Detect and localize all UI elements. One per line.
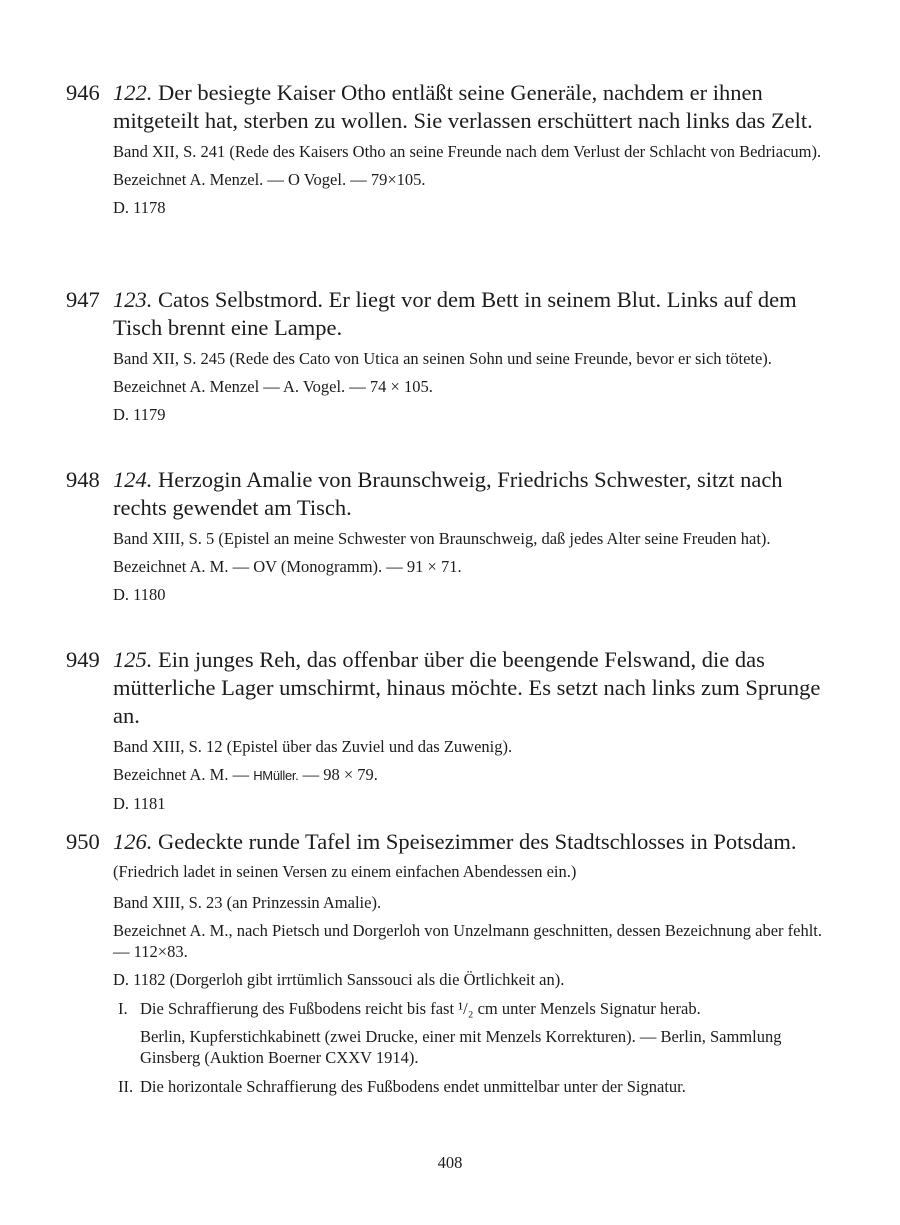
entry-heading [66,286,826,342]
entry-number: 949 [66,647,100,672]
catalogue-entry-948 [66,466,826,605]
state-description: Die horizontale Schraffierung des Fußbodens endet unmittelbar unter der Signatur. [140,1077,686,1096]
entry-number: 946 [66,80,100,105]
entry-source: Band XIII, S. 5 (Epistel an meine Schwester von Braunschweig, daß jedes Alter seine Freuden hat). [113,529,771,548]
plate-number: 126. [113,829,153,854]
plate-number: 122. [113,80,153,105]
entry-source: Band XIII, S. 23 (an Prinzessin Amalie). [113,893,382,912]
plate-number: 123. [113,287,153,312]
entry-heading [66,466,826,522]
signature-suffix: — 98 × 79. [302,765,378,784]
entry-signature: Bezeichnet A. M., nach Pietsch und Dorgerloh von Unzelmann geschnitten, dessen Bezeichnung aber fehlt. — 112×83. [113,921,822,961]
entry-reference: D. 1180 [113,585,166,604]
entry-title: Catos Selbstmord. Er liegt vor dem Bett in seinem Blut. Links auf dem Tisch brennt eine Lampe. [113,287,797,340]
entry-title: Der besiegte Kaiser Otho entläßt seine Generäle, nachdem er ihnen mitgeteilt hat, sterben zu wollen. Sie verlassen erschüttert nach links das Zelt. [113,80,813,133]
state-i [66,998,826,1068]
page-number: 408 [437,1153,463,1172]
entry-number: 947 [66,287,100,312]
catalogue-entry-950 [66,828,826,1097]
entry-signature: Bezeichnet A. Menzel — A. Vogel. — 74 × 105. [113,377,433,396]
catalogue-entry-947 [66,286,826,425]
state-numeral: I. [118,999,128,1018]
state-ii [66,1076,826,1097]
entry-title: Gedeckte runde Tafel im Speisezimmer des Stadtschlosses in Potsdam. [158,829,797,854]
entry-reference: D. 1178 [113,198,166,217]
entry-reference: D. 1182 (Dorgerloh gibt irrtümlich Sanssouci als die Örtlichkeit an). [113,970,565,989]
entry-reference: D. 1181 [113,794,166,813]
entry-source: Band XII, S. 245 (Rede des Cato von Utica an seinen Sohn und seine Freunde, bevor er sich tötete). [113,349,772,368]
entry-number: 950 [66,829,100,854]
engraver-signature: HMüller. [253,768,299,783]
entry-signature: Bezeichnet A. M. — OV (Monogramm). — 91 × 71. [113,557,462,576]
entry-reference: D. 1179 [113,405,166,424]
plate-number: 125. [113,647,153,672]
state-description: Die Schraffierung des Fußbodens reicht bis fast ¹/₂ cm unter Menzels Signatur herab. [140,999,701,1018]
entry-heading [66,646,826,730]
entry-number: 948 [66,467,100,492]
entry-heading [66,828,826,886]
entry-source: Band XII, S. 241 (Rede des Kaisers Otho an seine Freunde nach dem Verlust der Schlacht von Bedriacum). [113,142,822,161]
plate-number: 124. [113,467,153,492]
entry-source: Band XIII, S. 12 (Epistel über das Zuviel und das Zuwenig). [113,737,513,756]
entry-title-note: (Friedrich ladet in seinen Versen zu einem einfachen Abendessen ein.) [113,862,577,881]
signature-prefix: Bezeichnet A. M. — [113,765,250,784]
entry-heading [66,79,826,135]
state-numeral: II. [118,1077,134,1096]
entry-signature: Bezeichnet A. Menzel. — O Vogel. — 79×105. [113,170,426,189]
entry-title: Herzogin Amalie von Braunschweig, Friedrichs Schwester, sitzt nach rechts gewendet am Tisch. [113,467,783,520]
catalogue-entry-949 [66,646,826,814]
entry-title: Ein junges Reh, das offenbar über die beengende Felswand, die das mütterliche Lager umschirmt, hinaus möchte. Es setzt nach links zum Sprunge an. [113,647,821,728]
state-collections: Berlin, Kupferstichkabinett (zwei Drucke, einer mit Menzels Korrekturen). — Berlin, Sammlung Ginsberg (Auktion Boerner CXXV 1914). [140,1027,782,1067]
entry-signature [66,764,826,786]
catalogue-entry-946 [66,79,826,218]
